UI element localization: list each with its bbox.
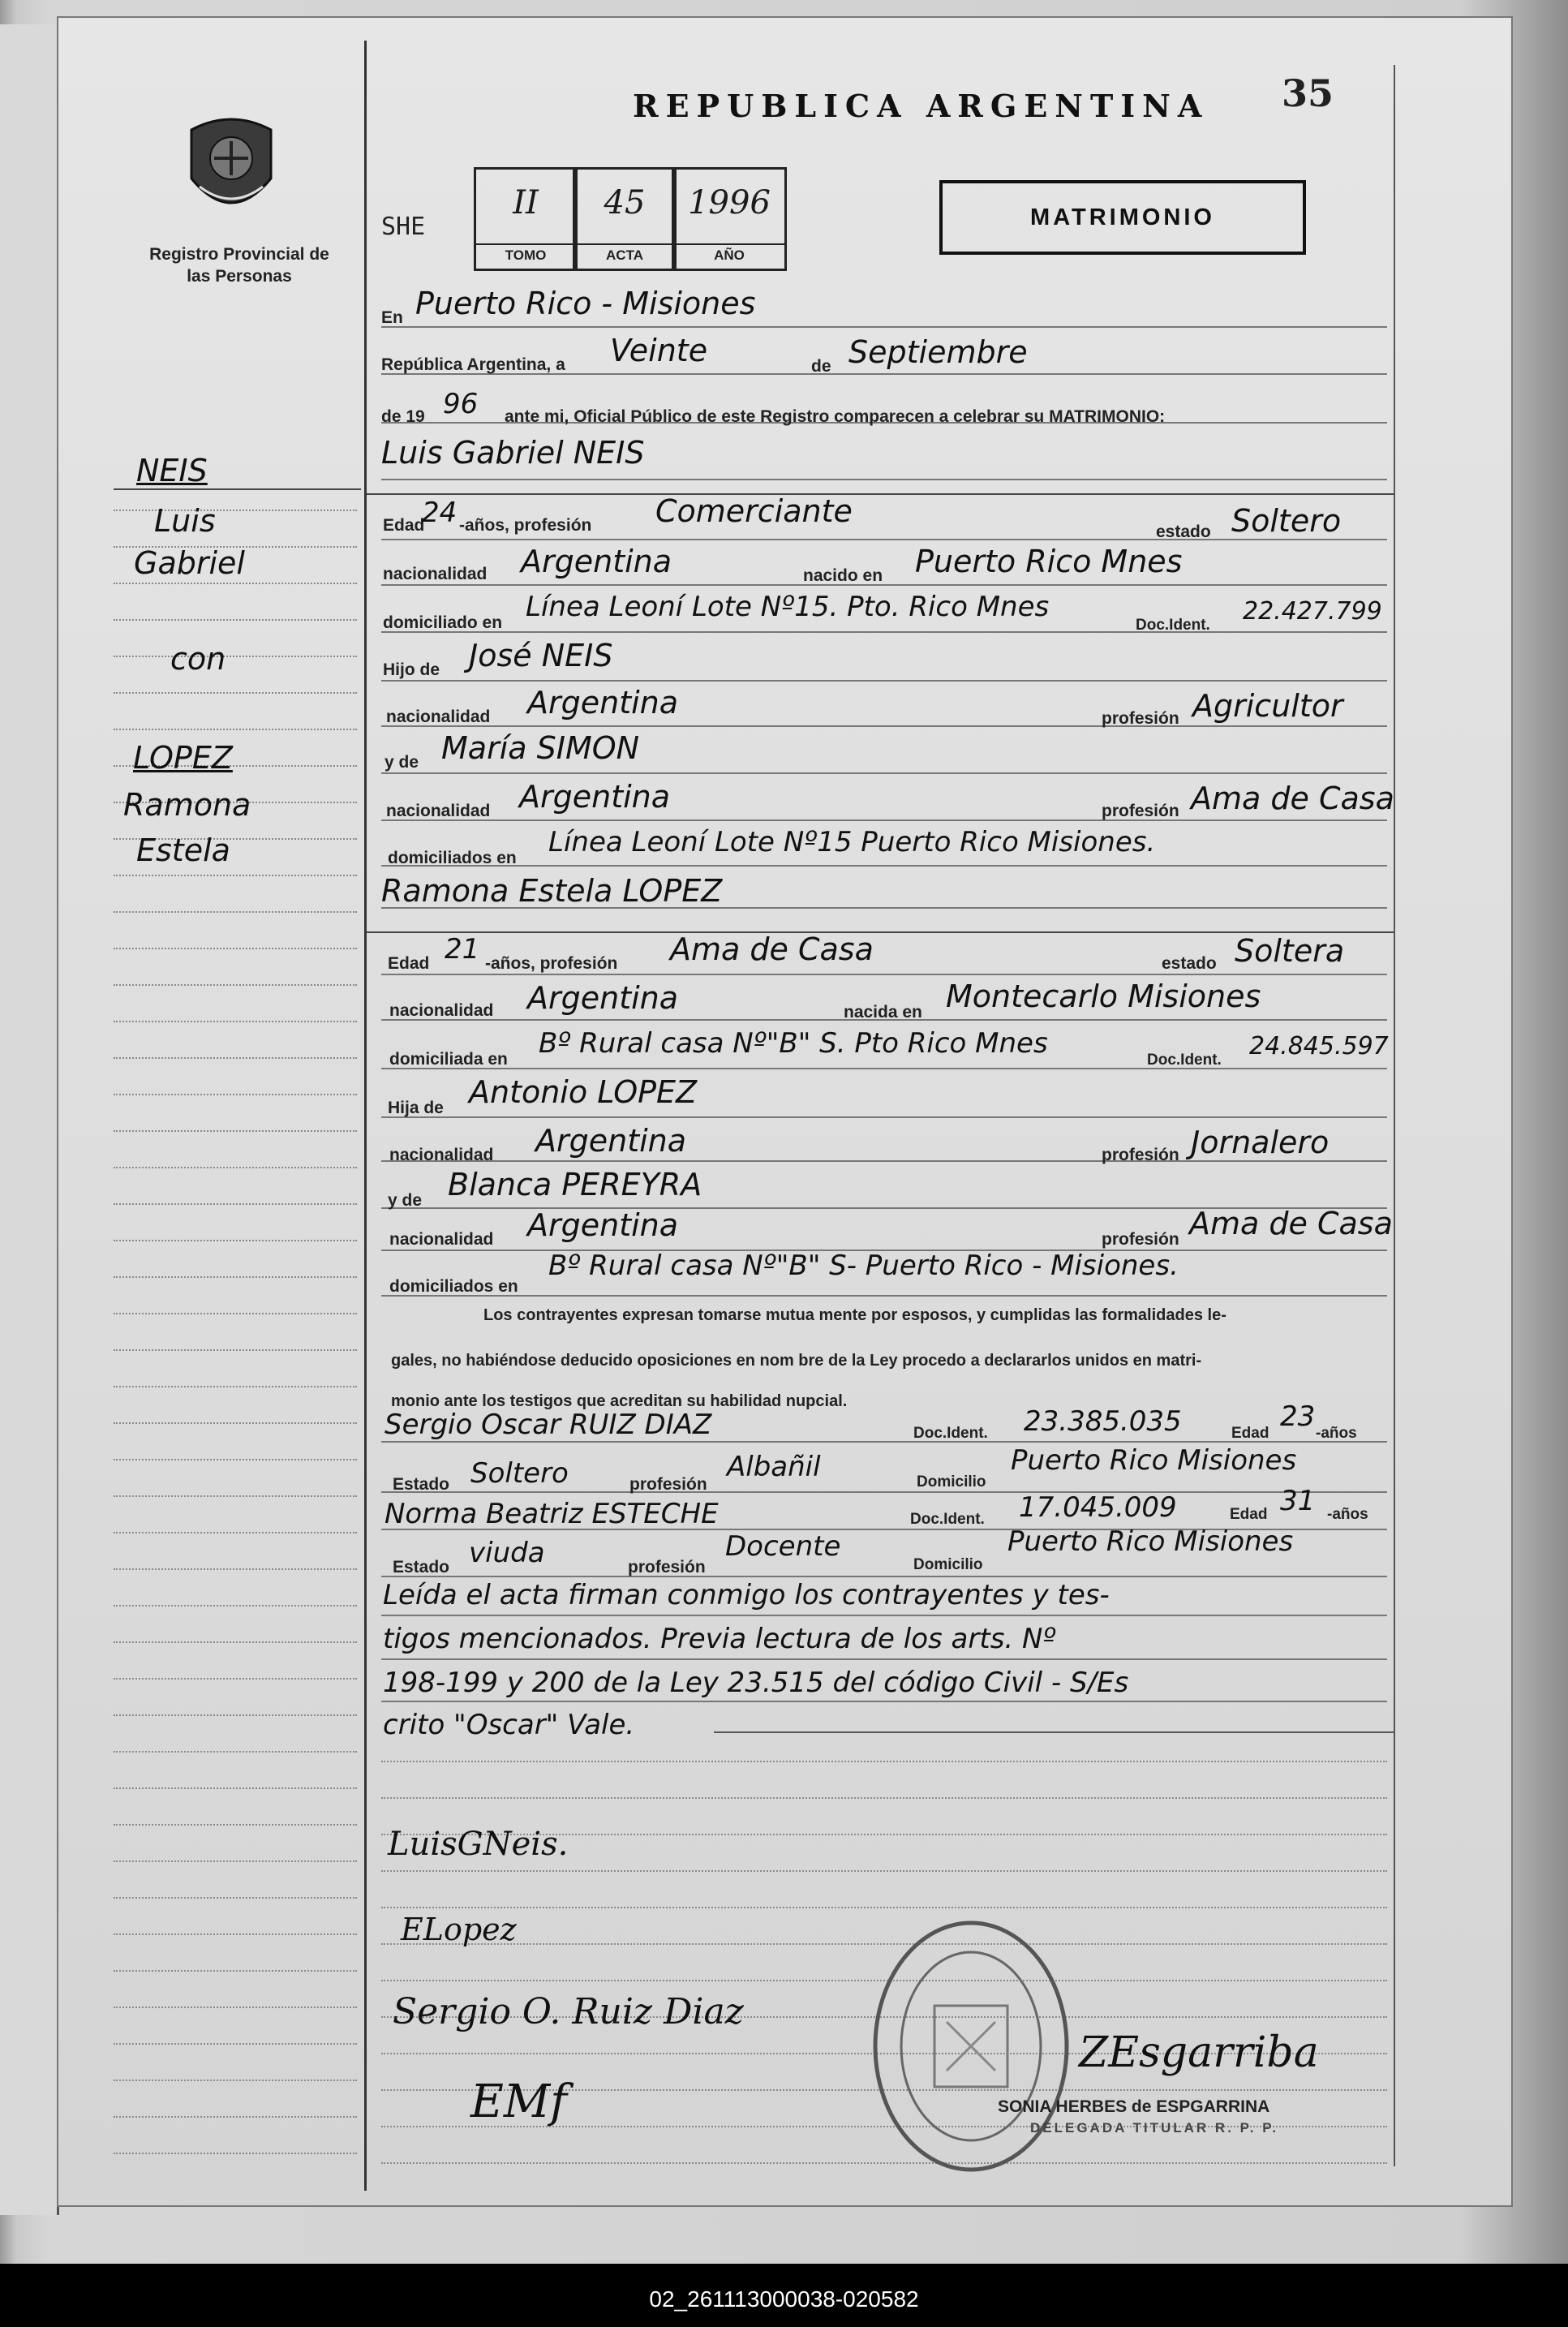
witness1-profession: Albañil — [727, 1451, 821, 1483]
margin-groom-name1: Luis — [154, 503, 216, 539]
body-ruled-line — [381, 539, 1387, 540]
margin-bride-name2: Estela — [136, 832, 230, 868]
margin-ruled-line — [114, 656, 357, 657]
margin-ruled-line — [114, 1057, 357, 1059]
margin-con: con — [170, 641, 226, 677]
signature-official: ZEsgarriba — [1079, 2028, 1319, 2077]
witness1-doc-label: Doc.Ident. — [913, 1425, 988, 1442]
signature-witness2: EMf — [470, 2075, 567, 2128]
bride-yde-label: y de — [388, 1191, 423, 1210]
bride-estado-label: estado — [1162, 954, 1217, 973]
witness1-edad-label: Edad — [1231, 1425, 1269, 1442]
groom-parents-dom-label: domiciliados en — [388, 849, 517, 867]
margin-ruled-line — [114, 1349, 357, 1351]
declaration-line3: monio ante los testigos que acreditan su habilidad nupcial. — [391, 1392, 848, 1410]
margin-ruled-line — [114, 1459, 357, 1460]
witness2-estado-label: Estado — [393, 1558, 450, 1576]
signature-groom: LuisGNeis. — [388, 1826, 569, 1863]
groom-section-line — [367, 493, 1394, 495]
groom-hijo-label: Hijo de — [383, 660, 440, 679]
margin-ruled-line — [114, 1933, 357, 1935]
margin-ruled-line — [114, 1386, 357, 1387]
bride-domiciliada-label: domiciliada en — [389, 1050, 508, 1069]
groom-address: Línea Leoní Lote Nº15. Pto. Rico Mnes — [526, 591, 1050, 623]
body-ruled-line — [381, 1701, 1387, 1702]
groom-estado-label: estado — [1156, 523, 1211, 541]
groom-mother-profession: Ama de Casa — [1191, 781, 1394, 816]
margin-ruled-line — [114, 2116, 357, 2118]
body-ruled-line — [381, 1615, 1387, 1616]
ano-box — [672, 167, 787, 271]
bride-father-profession: Jornalero — [1191, 1125, 1330, 1160]
groom-anos-label: -años, profesión — [459, 516, 592, 535]
body-ruled-line — [381, 1658, 1387, 1660]
page-number: 35 — [1282, 71, 1334, 115]
body-ruled-line — [381, 1870, 1387, 1872]
margin-ruled-line — [114, 1167, 357, 1168]
margin-ruled-line — [114, 2153, 357, 2154]
country-title: REPUBLICA ARGENTINA — [633, 88, 1209, 124]
witness2-name: Norma Beatriz ESTECHE — [384, 1498, 719, 1530]
official-title: DELEGADA TITULAR R. P. P. — [1030, 2120, 1279, 2136]
margin-groom-surname: NEIS — [136, 453, 208, 488]
margin-ruled-line — [114, 1568, 357, 1570]
register-page — [57, 16, 1513, 2207]
bride-doc-label: Doc.Ident. — [1147, 1052, 1222, 1069]
witness1-domicilio-label: Domicilio — [917, 1473, 986, 1490]
margin-ruled-line — [114, 1021, 357, 1022]
groom-nationality: Argentina — [521, 544, 672, 579]
body-ruled-line — [381, 1160, 1387, 1162]
margin-groom-name2: Gabriel — [134, 545, 245, 581]
previous-page-edge — [0, 24, 59, 2215]
margin-ruled-line — [114, 1532, 357, 1533]
signature-bride: ELopez — [401, 1912, 517, 1947]
witness2-address: Puerto Rico Misiones — [1007, 1525, 1294, 1558]
body-ruled-line — [381, 1068, 1387, 1069]
groom-yde-label: y de — [384, 753, 419, 772]
groom-father: José NEIS — [469, 638, 613, 673]
bride-parents-dom-label: domiciliados en — [389, 1277, 518, 1296]
witness2-civil-status: viuda — [469, 1537, 545, 1569]
bride-mother-nat-label: nacionalidad — [389, 1230, 494, 1249]
body-ruled-line — [381, 1576, 1387, 1577]
margin-divider — [364, 41, 367, 2191]
ano-label: AÑO — [674, 243, 784, 264]
groom-nacido-label: nacido en — [803, 566, 883, 585]
groom-nacionalidad-label: nacionalidad — [383, 565, 488, 583]
intro-statement: ante mi, Oficial Público de este Registro comparecen a celebrar su MATRIMONIO: — [505, 407, 1166, 426]
acta-value: 45 — [604, 184, 646, 222]
witness1-estado-label: Estado — [393, 1475, 450, 1494]
marriage-month: Septiembre — [848, 334, 1028, 370]
bride-nacida-label: nacida en — [844, 1003, 922, 1022]
witness1-civil-status: Soltero — [470, 1457, 569, 1490]
right-border — [1394, 65, 1395, 2166]
margin-ruled-line — [114, 1824, 357, 1826]
margin-ruled-line — [114, 1897, 357, 1899]
margin-ruled-line — [114, 1970, 357, 1972]
acta-label: ACTA — [575, 243, 674, 264]
official-stamp-icon — [870, 1916, 1072, 2176]
tomo-box — [474, 167, 578, 271]
margin-ruled-line — [114, 692, 357, 694]
provincial-seal-icon — [183, 114, 279, 219]
marriage-place: Puerto Rico - Misiones — [415, 286, 756, 321]
margin-ruled-line — [114, 1240, 357, 1241]
closing-line3: 198-199 y 200 de la Ley 23.515 del código Civil - S/Es — [383, 1667, 1129, 1699]
bride-doc: 24.845.597 — [1249, 1032, 1389, 1060]
bride-nationality: Argentina — [527, 980, 679, 1016]
groom-profession: Comerciante — [655, 493, 853, 529]
de-label: de — [811, 357, 831, 376]
tomo-label: TOMO — [476, 243, 575, 264]
body-ruled-line — [381, 584, 1387, 586]
witness1-anos-label: -años — [1316, 1425, 1357, 1442]
groom-edad-label: Edad — [383, 516, 425, 535]
registry-name: Registro Provincial de las Personas — [149, 245, 329, 286]
record-type-box: MATRIMONIO — [939, 180, 1306, 255]
body-ruled-line — [381, 772, 1387, 774]
year-prefix: de 19 — [381, 407, 425, 426]
bride-mother: Blanca PEREYRA — [448, 1167, 702, 1202]
groom-father-prof-label: profesión — [1102, 709, 1179, 728]
body-ruled-line — [381, 865, 1387, 867]
margin-ruled-line — [114, 1313, 357, 1314]
witness2-doc-label: Doc.Ident. — [910, 1511, 985, 1528]
groom-father-nationality: Argentina — [527, 685, 679, 720]
bride-profession: Ama de Casa — [670, 931, 874, 967]
margin-ruled-line — [114, 2080, 357, 2081]
bride-birthplace: Montecarlo Misiones — [946, 979, 1261, 1014]
margin-ruled-line — [114, 1678, 357, 1680]
body-ruled-line — [381, 1116, 1387, 1118]
margin-ruled-line — [114, 1641, 357, 1643]
witness2-anos-label: -años — [1327, 1506, 1368, 1523]
witness2-edad-label: Edad — [1230, 1506, 1268, 1523]
groom-doc: 22.427.799 — [1243, 597, 1382, 626]
bride-father-prof-label: profesión — [1102, 1146, 1179, 1164]
groom-parents-address: Línea Leoní Lote Nº15 Puerto Rico Misiones. — [548, 826, 1156, 858]
witness2-age: 31 — [1280, 1485, 1316, 1517]
bride-civil-status: Soltera — [1235, 933, 1345, 969]
margin-ruled-line — [114, 1751, 357, 1753]
witness2-domicilio-label: Domicilio — [913, 1556, 983, 1573]
margin-ruled-line — [114, 875, 357, 876]
margin-ruled-line — [114, 1860, 357, 1862]
bride-full-name: Ramona Estela LOPEZ — [381, 873, 723, 909]
ano-value: 1996 — [688, 184, 771, 222]
margin-ruled-line — [114, 510, 357, 511]
groom-age: 24 — [422, 497, 458, 529]
bride-mother-prof-label: profesión — [1102, 1230, 1179, 1249]
bride-hija-label: Hija de — [388, 1099, 444, 1117]
tomo-value: II — [513, 184, 539, 222]
declaration-line1: Los contrayentes expresan tomarse mutua mente por esposos, y cumplidas las formalidades le- — [483, 1306, 1226, 1324]
declaration-line2: gales, no habiéndose deducido oposiciones en nom bre de la Ley procedo a declararlos unidos en matri- — [391, 1352, 1202, 1370]
witness1-profesion-label: profesión — [629, 1475, 707, 1494]
republica-label: República Argentina, a — [381, 355, 565, 374]
margin-ruled-line — [114, 729, 357, 730]
witness1-doc: 23.385.035 — [1024, 1405, 1182, 1438]
margin-ruled-line — [114, 984, 357, 986]
witness2-doc: 17.045.009 — [1019, 1491, 1177, 1524]
year-suffix: 96 — [443, 388, 479, 420]
body-ruled-line — [381, 819, 1387, 821]
body-ruled-line — [381, 1761, 1387, 1762]
groom-civil-status: Soltero — [1231, 503, 1342, 539]
margin-ruled-line — [114, 1094, 357, 1095]
closing-end-line — [714, 1731, 1394, 1733]
groom-doc-label: Doc.Ident. — [1136, 617, 1210, 634]
margin-ruled-line — [114, 1422, 357, 1424]
closing-line4: crito "Oscar" Vale. — [383, 1709, 635, 1741]
margin-ruled-line — [114, 1276, 357, 1278]
official-name: SONIA HERBES de ESPGARRINA — [998, 2097, 1270, 2116]
margin-bride-name1: Ramona — [123, 787, 251, 823]
witness1-address: Puerto Rico Misiones — [1011, 1444, 1297, 1477]
margin-ruled-line — [114, 2043, 357, 2045]
bride-address: Bº Rural casa Nº"B" S. Pto Rico Mnes — [539, 1027, 1048, 1060]
marriage-day: Veinte — [610, 333, 708, 368]
body-ruled-line — [381, 479, 1387, 480]
witness2-profession: Docente — [725, 1530, 841, 1563]
bride-parents-address: Bº Rural casa Nº"B" S- Puerto Rico - Misiones. — [548, 1250, 1179, 1282]
margin-ruled-line — [114, 911, 357, 913]
margin-ruled-line — [114, 1130, 357, 1132]
bride-father: Antonio LOPEZ — [469, 1074, 698, 1110]
margin-ruled-line — [114, 1714, 357, 1716]
she-mark: SHE — [381, 213, 426, 241]
groom-father-profession: Agricultor — [1192, 688, 1343, 724]
bride-mother-nationality: Argentina — [527, 1207, 679, 1243]
margin-ruled-line — [114, 1605, 357, 1607]
acta-box — [573, 167, 677, 271]
groom-mother-prof-label: profesión — [1102, 802, 1179, 820]
groom-mother-nat-label: nacionalidad — [386, 802, 491, 820]
body-ruled-line — [381, 1907, 1387, 1908]
image-id-label: 02_261113000038-020582 — [649, 2286, 919, 2312]
body-ruled-line — [381, 1797, 1387, 1799]
witness2-profesion-label: profesión — [628, 1558, 706, 1576]
groom-birthplace: Puerto Rico Mnes — [915, 544, 1183, 579]
groom-domiciliado-label: domiciliado en — [383, 613, 503, 632]
en-label: En — [381, 308, 403, 327]
groom-full-name: Luis Gabriel NEIS — [381, 435, 645, 471]
margin-ruled-line — [114, 1203, 357, 1205]
margin-ruled-line — [114, 948, 357, 949]
bride-father-nat-label: nacionalidad — [389, 1146, 494, 1164]
closing-line1: Leída el acta firman conmigo los contrayentes y tes- — [383, 1579, 1110, 1611]
bride-father-nationality: Argentina — [535, 1123, 687, 1159]
margin-ruled-line — [114, 1787, 357, 1789]
body-ruled-line — [381, 725, 1387, 727]
signature-witness1: Sergio O. Ruiz Diaz — [393, 1991, 744, 2032]
body-ruled-line — [381, 1295, 1387, 1297]
margin-ruled-line — [114, 583, 357, 584]
closing-line2: tigos mencionados. Previa lectura de los arts. Nº — [383, 1623, 1056, 1655]
bride-edad-label: Edad — [388, 954, 430, 973]
bride-mother-profession: Ama de Casa — [1189, 1206, 1393, 1241]
groom-mother: María SIMON — [441, 730, 640, 766]
witness1-age: 23 — [1280, 1400, 1316, 1433]
witness1-name: Sergio Oscar RUIZ DIAZ — [384, 1409, 712, 1441]
bride-age: 21 — [445, 933, 480, 966]
body-ruled-line — [381, 680, 1387, 682]
margin-ruled-line — [114, 619, 357, 621]
bride-nacionalidad-label: nacionalidad — [389, 1001, 494, 1020]
margin-separator — [114, 488, 361, 490]
bride-anos-label: -años, profesión — [485, 954, 618, 973]
body-ruled-line — [381, 974, 1387, 975]
margin-bride-surname: LOPEZ — [133, 740, 233, 776]
groom-father-nat-label: nacionalidad — [386, 708, 491, 726]
body-ruled-line — [381, 1491, 1387, 1493]
margin-ruled-line — [114, 2007, 357, 2008]
body-ruled-line — [381, 631, 1387, 633]
body-ruled-line — [381, 326, 1387, 328]
margin-ruled-line — [114, 1495, 357, 1497]
groom-mother-nationality: Argentina — [519, 779, 671, 815]
